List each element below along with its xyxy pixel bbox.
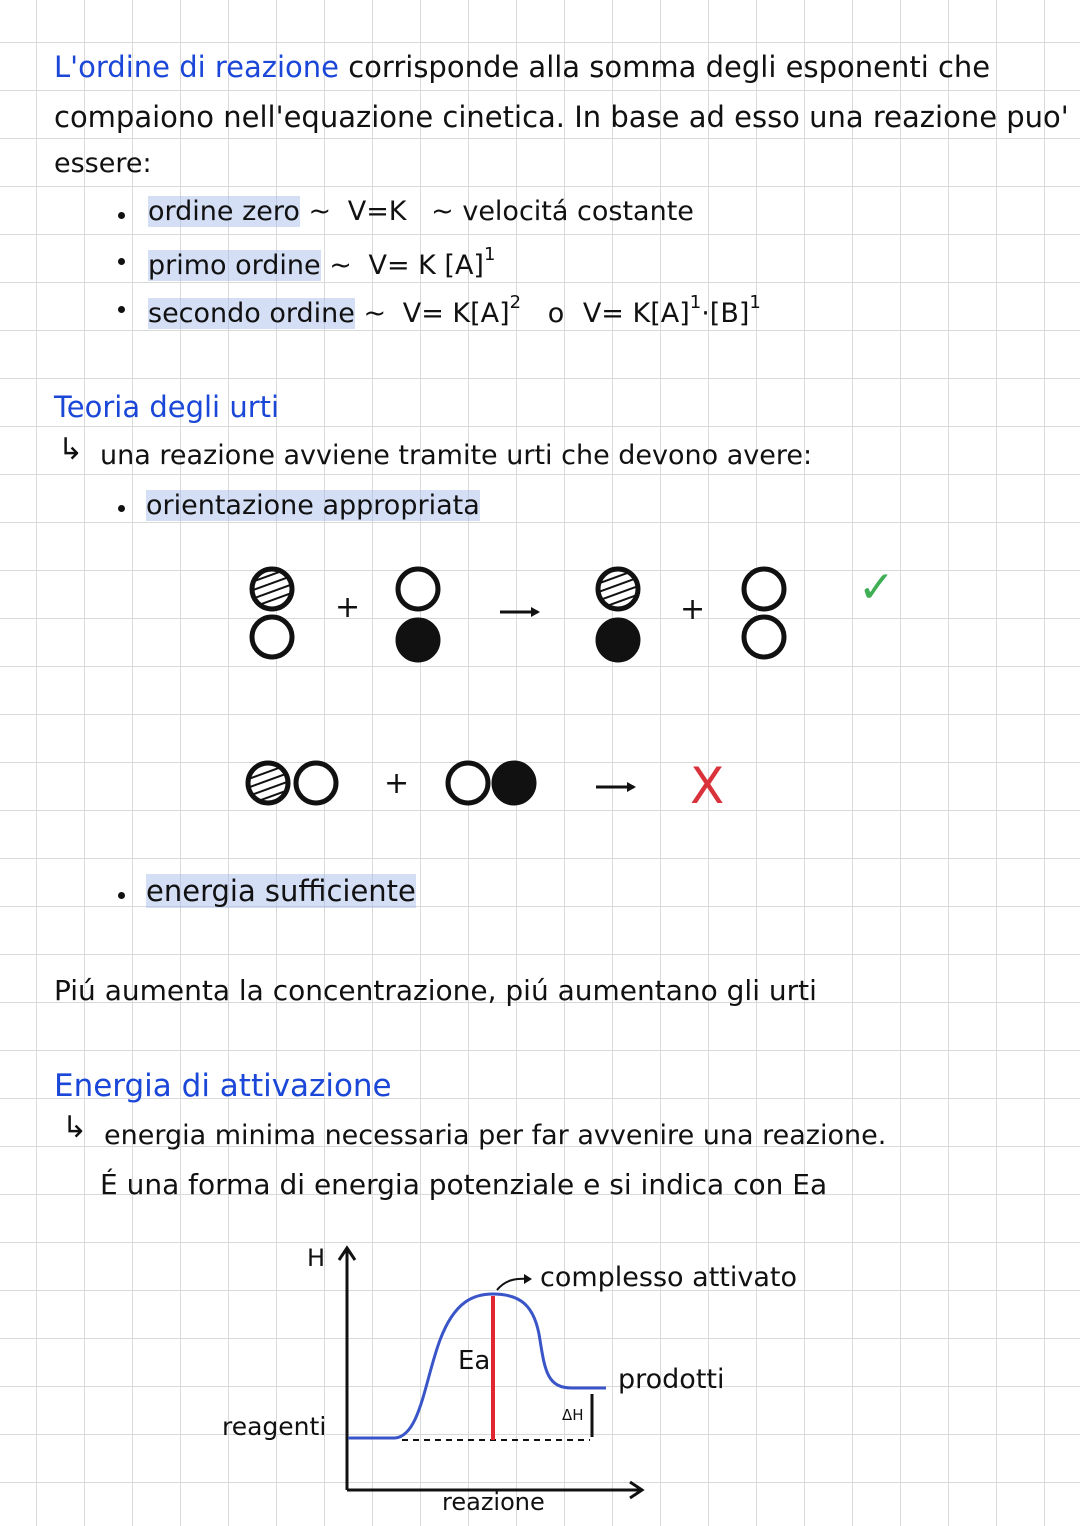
order-first-name: primo ordine bbox=[148, 250, 321, 281]
order-first-formula: V= K [A] bbox=[368, 250, 484, 281]
intro-term: L'ordine di reazione bbox=[54, 50, 340, 84]
activation-line-2: É una forma di energia potenziale e si indica con Ea bbox=[100, 1168, 828, 1201]
plus-2: + bbox=[680, 592, 706, 627]
order-first: primo ordine ~ V= K $[A]^1$ bbox=[148, 244, 496, 281]
order-second-formula-alt: V= K[A] bbox=[582, 298, 690, 329]
check-mark: ✓ bbox=[858, 562, 895, 613]
concentration-statement: Piú aumenta la concentrazione, piú aumentano gli urti bbox=[54, 974, 817, 1007]
energy-text: energia sufficiente bbox=[146, 874, 416, 908]
order-second-name: secondo ordine bbox=[148, 298, 355, 329]
intro-line-2: compaiono nell'equazione cinetica. In base ad esso una reazione puo' bbox=[54, 100, 1069, 134]
reactants-label: reagenti bbox=[222, 1412, 327, 1441]
order-second-formula: V= K[A] bbox=[402, 298, 510, 329]
plus-1: + bbox=[335, 590, 361, 625]
x-axis-label: reazione bbox=[442, 1488, 545, 1516]
activation-title: Energia di attivazione bbox=[54, 1068, 392, 1104]
products-label: prodotti bbox=[618, 1364, 725, 1395]
peak-pointer bbox=[497, 1274, 532, 1290]
order-zero-formula: V=K bbox=[347, 196, 407, 227]
order-zero-name: ordine zero bbox=[148, 196, 300, 227]
cross-mark: X bbox=[690, 757, 725, 815]
orientation-text: orientazione appropriata bbox=[146, 490, 480, 521]
collision-intro: una reazione avviene tramite urti che devono avere: bbox=[100, 440, 813, 471]
order-zero-note: velocitá costante bbox=[462, 196, 694, 227]
peak-label: complesso attivato bbox=[540, 1262, 798, 1293]
order-zero: ordine zero ~ V=K ~ velocitá costante bbox=[148, 196, 694, 227]
activation-line-1: energia minima necessaria per far avvenire una reazione. bbox=[104, 1120, 887, 1151]
ea-label: Ea bbox=[458, 1346, 491, 1376]
collision-title: Teoria degli urti bbox=[54, 390, 280, 424]
intro-line-3: essere: bbox=[54, 148, 152, 179]
activation-hook: ↳ bbox=[62, 1110, 88, 1145]
intro-rest: corrisponde alla somma degli esponenti che bbox=[339, 50, 991, 84]
collision-hook: ↳ bbox=[58, 432, 84, 467]
order-second: secondo ordine ~ $V= K[A]^2$ o $V= K[A]^1\cdot[B]^1$ bbox=[148, 292, 761, 329]
y-axis-label: H bbox=[307, 1244, 326, 1272]
dh-label: ΔH bbox=[562, 1406, 584, 1424]
plus-3: + bbox=[384, 766, 410, 801]
y-axis bbox=[339, 1248, 355, 1490]
